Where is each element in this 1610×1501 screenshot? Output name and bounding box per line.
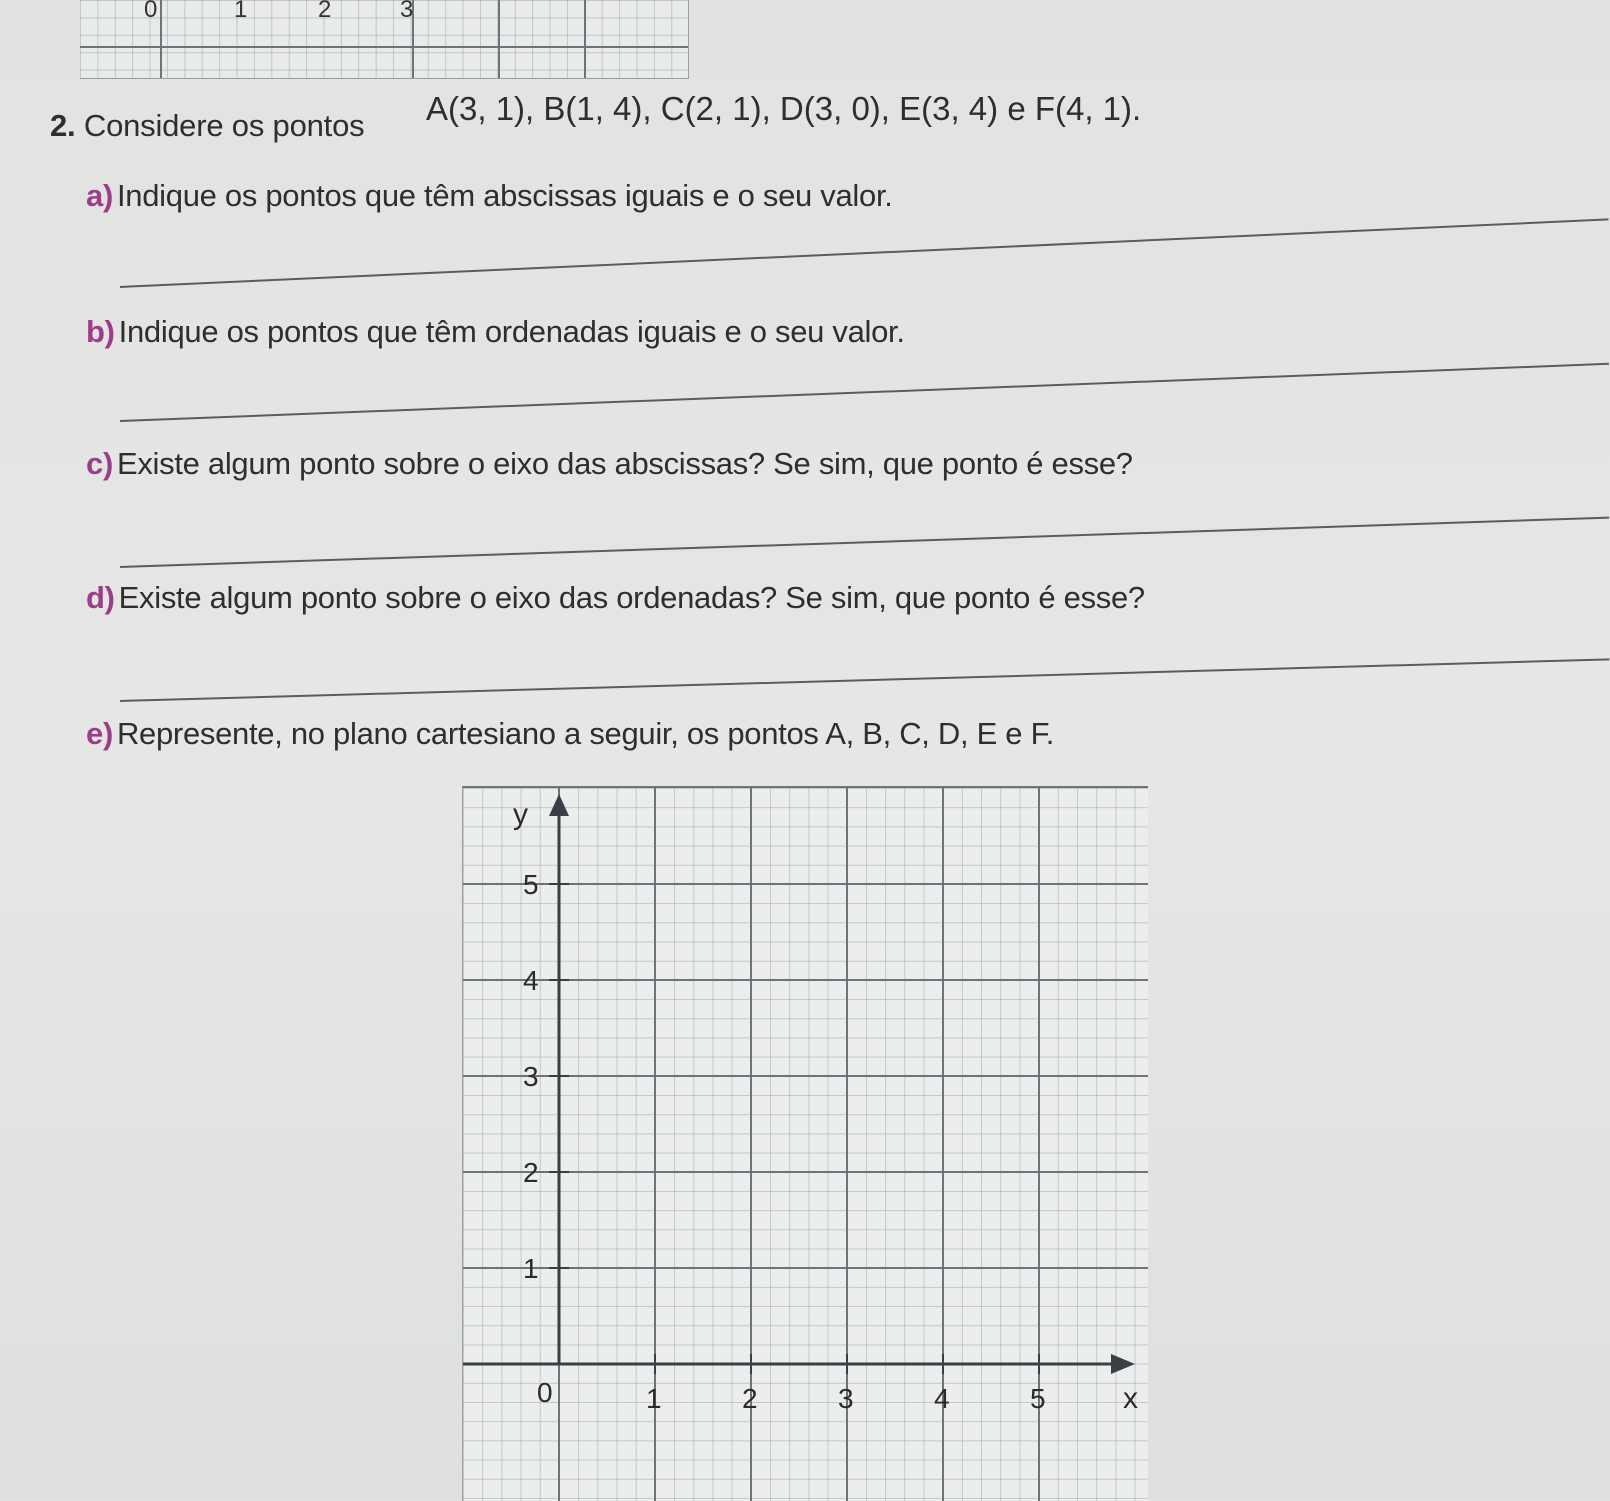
x-tick-label-2: 2 (742, 1383, 758, 1414)
answer-line-d[interactable] (120, 658, 1609, 702)
ruler-label-3: 3 (400, 0, 414, 23)
ruler-label-1: 1 (234, 0, 248, 23)
ruler-label-0: 0 (144, 0, 158, 23)
item-a-text: Indique os pontos que têm abscissas iguais e o seu valor. (116, 178, 893, 213)
item-e-text: Represente, no plano cartesiano a seguir, os pontos A, B, C, D, E e F. (116, 716, 1055, 751)
grid-major-line (584, 0, 586, 78)
x-axis-arrow-icon (1111, 1354, 1135, 1374)
cartesian-axes (463, 788, 1148, 1501)
item-d (86, 580, 1145, 616)
y-axis-label: y (513, 798, 528, 831)
question-points: A(3, 1), B(1, 4), C(2, 1), D(3, 0), E(3, 4) e F(4, 1). (426, 90, 1142, 127)
y-tick-label-5: 5 (523, 869, 539, 900)
item-a (86, 178, 893, 214)
item-a-label: a) (86, 178, 113, 213)
x-axis-label: x (1123, 1382, 1138, 1415)
item-d-label: d) (86, 580, 115, 615)
item-e (86, 716, 1054, 752)
ruler-label-2: 2 (318, 0, 332, 23)
x-tick-label-3: 3 (838, 1383, 854, 1414)
item-b-text: Indique os pontos que têm ordenadas iguais e o seu valor. (118, 314, 905, 349)
x-tick-label-4: 4 (934, 1383, 950, 1414)
cartesian-plane[interactable] (462, 786, 1148, 1501)
question-intro: Considere os pontos (83, 108, 365, 143)
y-tick-label-3: 3 (523, 1061, 539, 1092)
answer-line-a[interactable] (120, 218, 1609, 288)
x-tick-label-1: 1 (646, 1383, 662, 1414)
answer-line-c[interactable] (120, 517, 1609, 568)
y-tick-label-4: 4 (523, 965, 539, 996)
y-tick-label-1: 1 (523, 1253, 539, 1284)
previous-exercise-grid (80, 0, 689, 79)
grid-major-line (80, 46, 688, 48)
item-c-label: c) (86, 446, 113, 481)
answer-line-b[interactable] (120, 363, 1609, 422)
question-title (50, 108, 364, 144)
origin-label: 0 (537, 1377, 553, 1408)
grid-major-line (160, 0, 162, 78)
item-c-text: Existe algum ponto sobre o eixo das abscissas? Se sim, que ponto é esse? (116, 446, 1133, 481)
item-b-label: b) (86, 314, 115, 349)
item-d-text: Existe algum ponto sobre o eixo das ordenadas? Se sim, que ponto é esse? (118, 580, 1145, 615)
grid-major-line (498, 0, 500, 78)
item-c (86, 446, 1133, 482)
y-tick-label-2: 2 (523, 1157, 539, 1188)
question-number: 2. (50, 108, 76, 143)
y-axis-arrow-icon (549, 794, 569, 816)
x-tick-label-5: 5 (1030, 1383, 1046, 1414)
item-b (86, 314, 905, 350)
item-e-label: e) (86, 716, 113, 751)
